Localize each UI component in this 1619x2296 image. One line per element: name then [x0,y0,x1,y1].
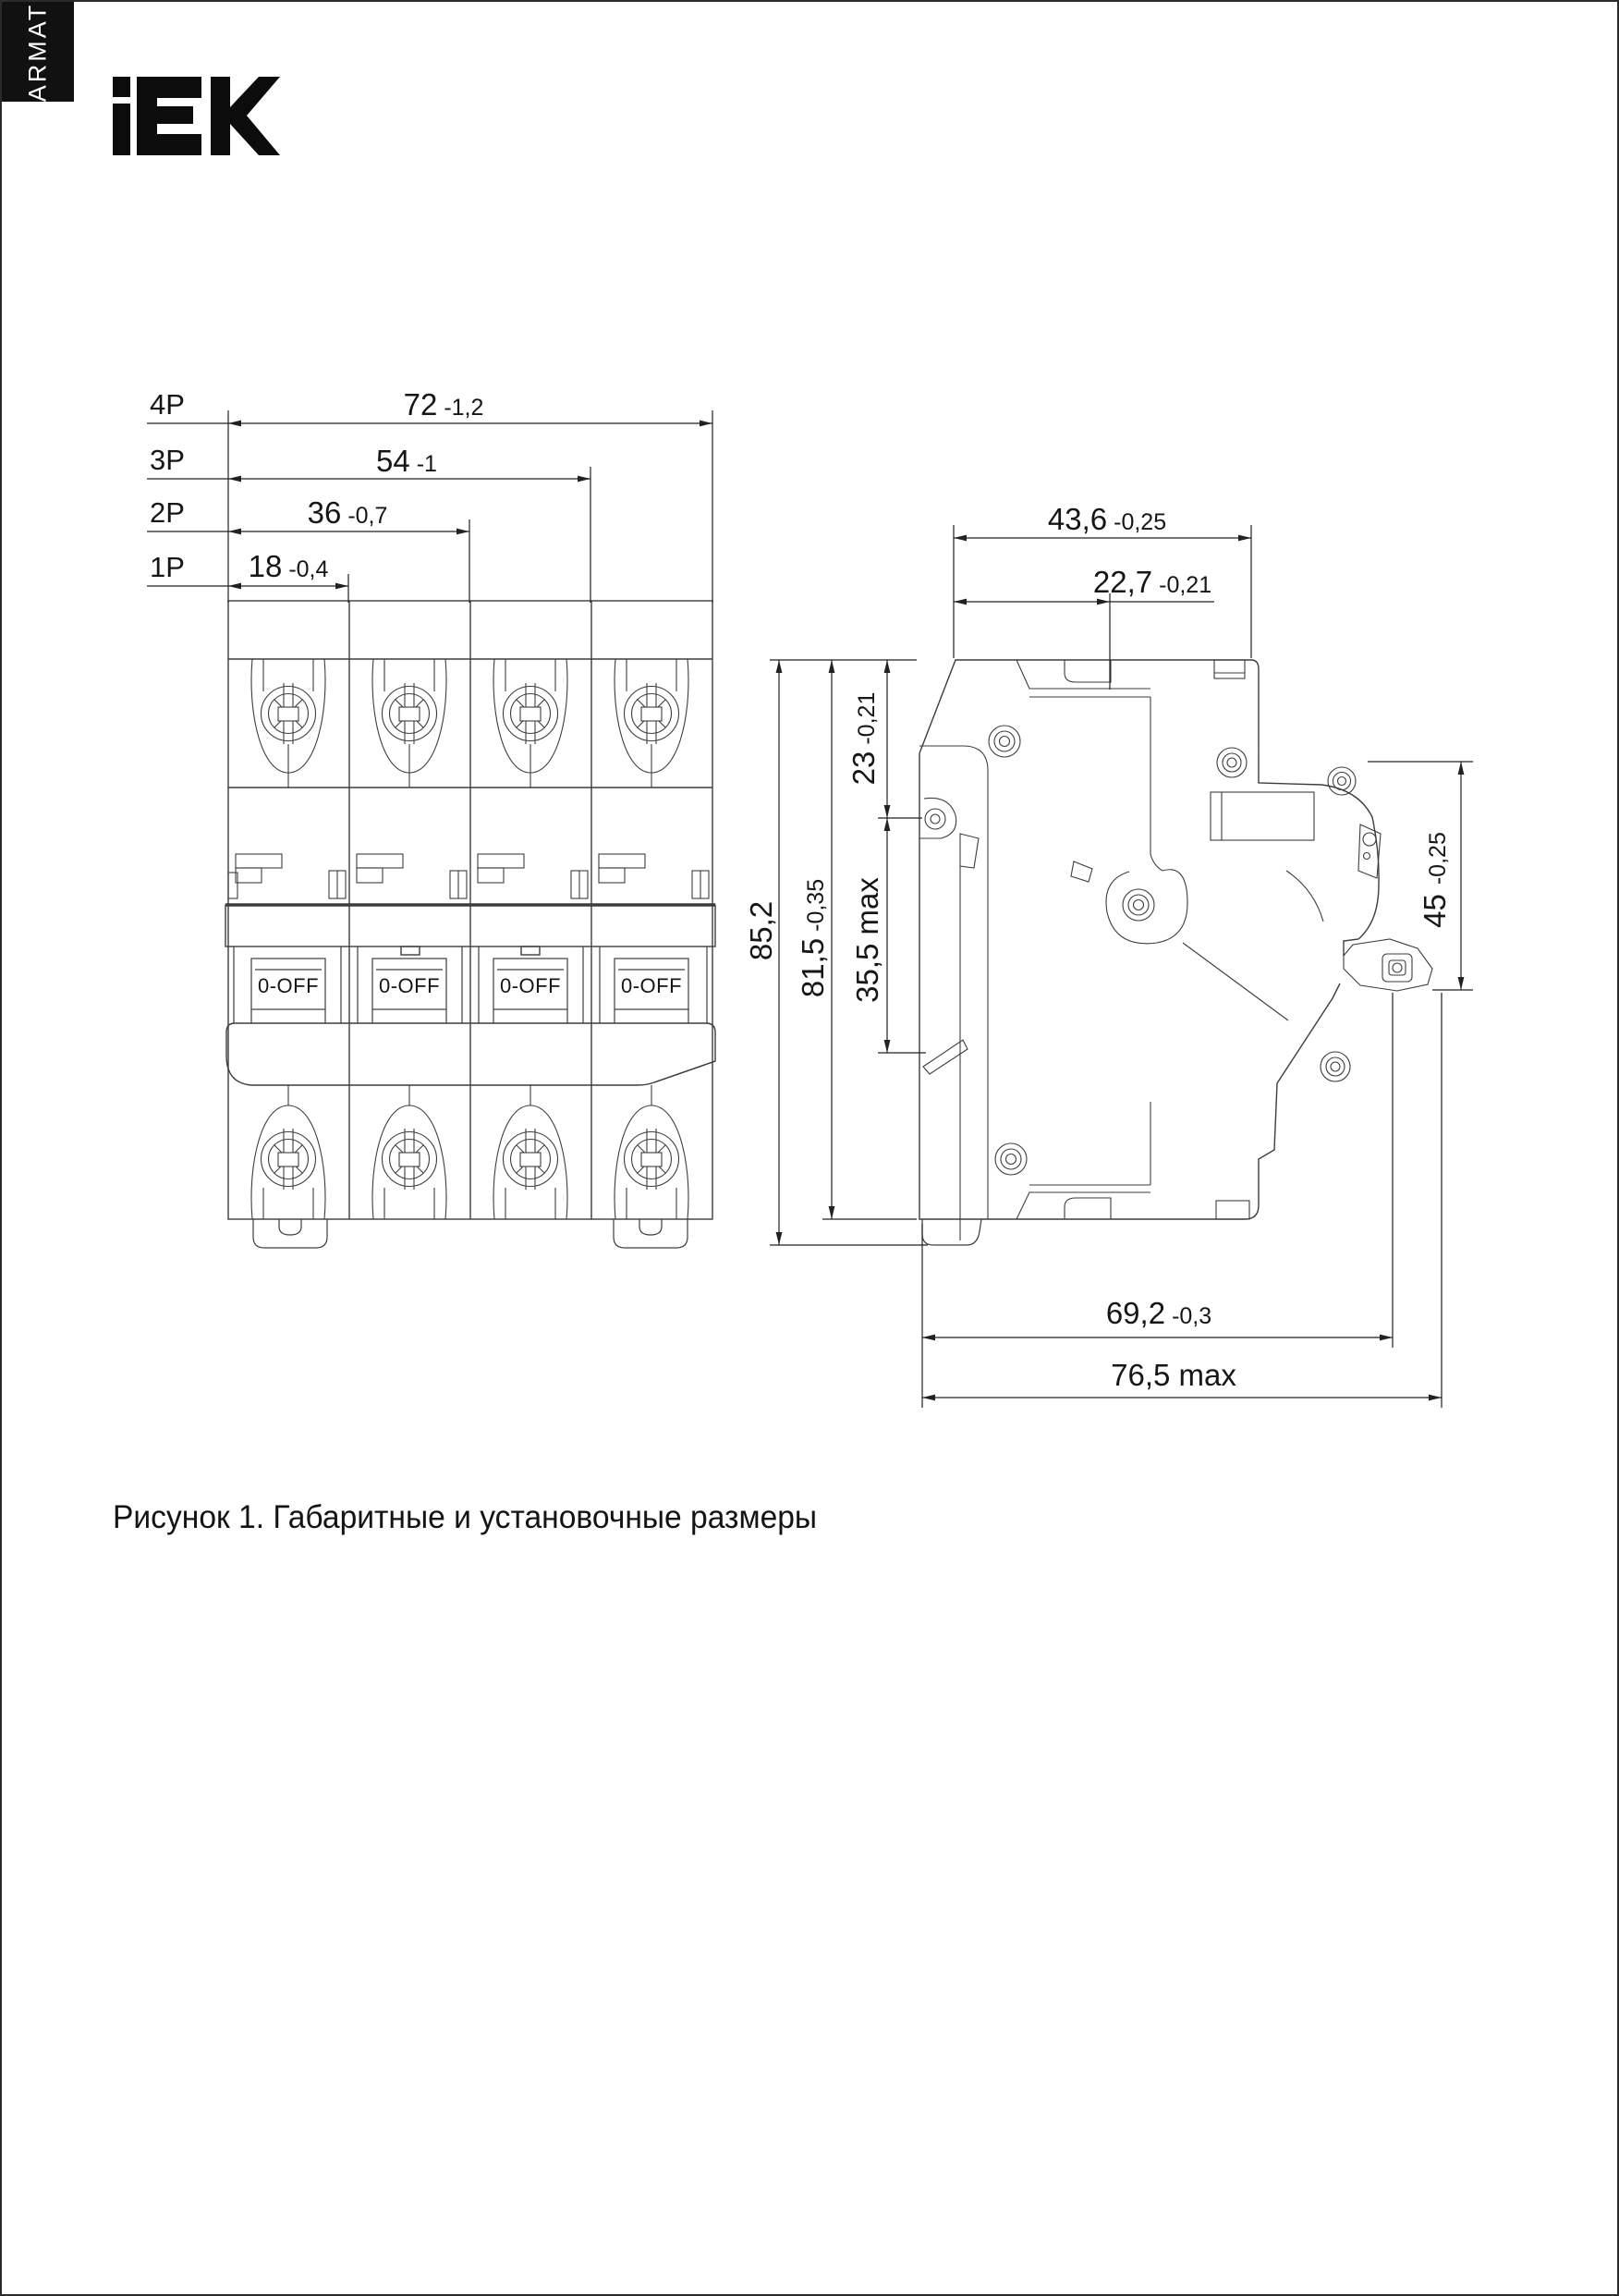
dim-depth-max: 76,5 max [1111,1358,1236,1392]
front-view-dimension-labels [150,387,483,583]
front-view [225,601,715,1248]
dim-height-total: 85,2 [744,900,778,961]
dimension-drawing [2,2,1619,2296]
dim-width-2p: 36 -0,7 [307,495,388,530]
dim-depth-body: 69,2 -0,3 [1105,1296,1212,1330]
side-rivets [989,726,1356,1175]
front-mid-tabs [228,854,709,898]
dim-width-3p: 54 -1 [376,444,437,478]
switch-state-label: 0-OFF [378,974,441,997]
figure-caption: Рисунок 1. Габаритные и установочные размеры [113,1499,818,1535]
switch-state-label: 0-OFF [620,974,683,997]
front-din-clips [253,1219,688,1248]
switch-state-label: 0-OFF [257,974,320,997]
dim-front-face: 45-0,25 [1418,832,1452,928]
dim-width-4p: 72 -1,2 [403,387,484,421]
dim-din-window: 35,5 max [850,877,884,1003]
pole-count-label: 3P [150,444,185,476]
pole-count-label: 2P [150,496,185,529]
side-view-dimension-labels [744,502,1452,1392]
armat-series-label: ARMAT [23,2,52,102]
dim-top-inner: 22,7 -0,21 [1092,565,1212,599]
pole-count-label: 4P [150,388,185,421]
pole-count-label: 1P [150,551,185,583]
side-view [919,660,1432,1245]
dim-top-width: 43,6 -0,25 [1047,502,1167,536]
switch-state-label: 0-OFF [499,974,562,997]
front-view-dimensions [147,410,712,603]
dim-width-1p: 18 -0,4 [248,549,329,583]
dim-top-offset: 23-0,21 [846,691,881,786]
dim-height-body: 81,5-0,35 [796,878,830,998]
